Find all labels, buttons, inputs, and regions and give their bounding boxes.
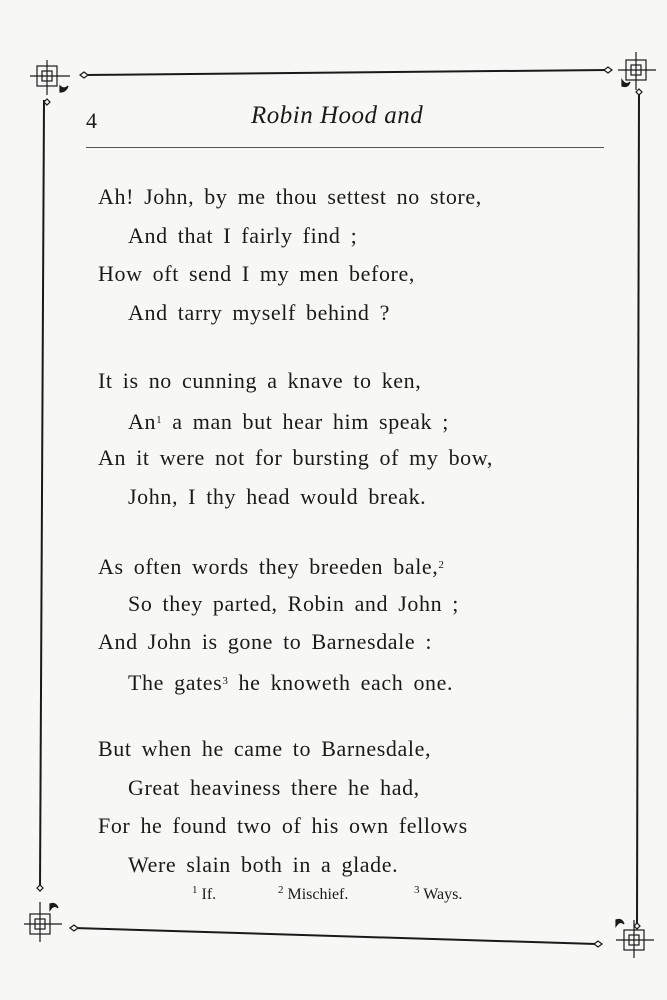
poem-line: John, I thy head would break. (128, 483, 427, 509)
footnote (414, 884, 462, 904)
page-header (86, 100, 606, 134)
poem-line: And John is gone to Barnesdale : (98, 629, 433, 654)
line-text: As often words they breeden bale, (98, 554, 439, 579)
poem-line: And that I fairly find ; (128, 222, 358, 248)
poem-line: Ah! John, by me thou settest no store, (98, 184, 482, 209)
poem-line: Great heaviness there he had, (128, 774, 420, 800)
footnote-mark: 3 (414, 884, 420, 896)
poem-line: So they parted, Robin and John ; (128, 590, 460, 616)
line-text: An (128, 408, 157, 434)
line-text: The gates (128, 669, 223, 695)
poem-line (98, 546, 578, 585)
poem-line: But when he came to Barnesdale, (98, 736, 432, 761)
corner-ornament-bottom-left (24, 885, 78, 942)
line-text: he knoweth each one. (228, 669, 454, 695)
stanza (98, 178, 578, 332)
header-rule (86, 147, 604, 148)
footnote-text: Mischief. (287, 886, 349, 903)
footnote-text: Ways. (423, 886, 463, 903)
stanza (98, 546, 578, 700)
poem-line: How oft send I my men before, (98, 261, 415, 286)
footnote (278, 884, 348, 904)
line-text: a man but hear him speak ; (162, 408, 449, 434)
running-title: Robin Hood and (251, 102, 424, 129)
poem-line (98, 401, 578, 440)
stanza (98, 362, 578, 516)
corner-ornament-bottom-right (594, 920, 654, 959)
page-number: 4 (86, 108, 97, 133)
corner-ornament-top-right (604, 52, 656, 95)
poem-line: It is no cunning a knave to ken, (98, 368, 422, 393)
footnote-reference: 2 (438, 559, 445, 571)
poem-text (98, 178, 578, 914)
poem-line (98, 662, 578, 701)
poem-line: For he found two of his own fellows (98, 813, 468, 838)
footnote-text: If. (201, 886, 217, 903)
footnote-reference: 3 (222, 674, 229, 687)
footnote-reference: 1 (156, 413, 163, 426)
stanza (98, 730, 578, 884)
poem-line: Were slain both in a glade. (128, 851, 399, 877)
poem-line: And tarry myself behind ? (128, 299, 390, 325)
footnote (192, 884, 216, 904)
corner-ornament-top-left (30, 60, 88, 105)
footnote-mark: 2 (278, 884, 284, 896)
poem-line: An it were not for bursting of my bow, (98, 445, 493, 470)
footnote-mark: 1 (192, 884, 198, 896)
